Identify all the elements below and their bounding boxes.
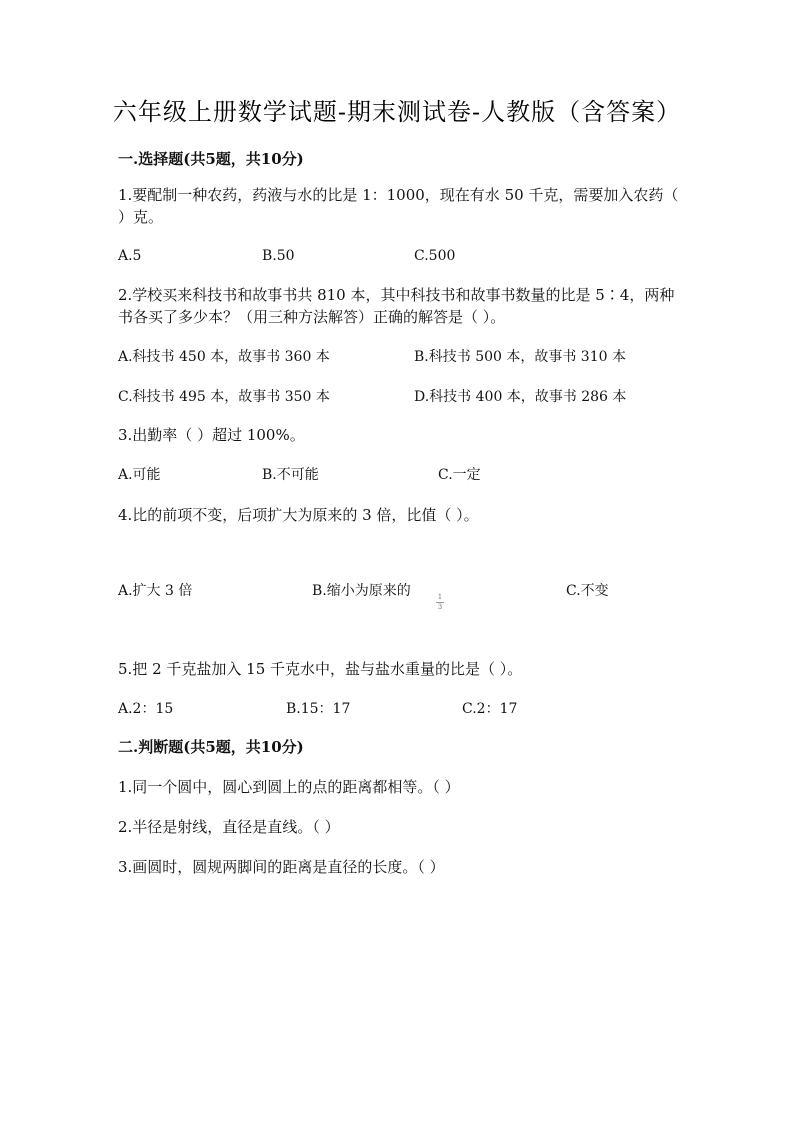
question-4-text: 4.比的前项不变，后项扩大为原来的 3 倍，比值（ ）。 [118,506,479,524]
question-1-option-a: A.5 [118,248,142,264]
question-2-text: 2.学校买来科技书和故事书共 810 本，其中科技书和故事书数量的比是 5∶4，两种书各买了多少本？（用三种方法解答）正确的解答是（ ）。 [118,286,675,326]
question-4-option-a: A.扩大 3 倍 [118,583,193,599]
page-title: 六年级上册数学试题-期末测试卷-人教版（含答案） [112,98,682,126]
question-4-option-b: B.缩小为原来的 [312,583,411,599]
question-4-option-c: C.不变 [566,583,609,599]
fraction-denominator: 3 [437,603,443,611]
section-heading-choice: 一.选择题(共5题，共10分) [118,150,304,168]
question-4-fraction [436,594,444,611]
judgment-2-text: 2.半径是射线，直径是直线。（ ） [118,818,340,836]
judgment-3-text: 3.画圆时，圆规两脚间的距离是直径的长度。（ ） [118,858,445,876]
question-2-option-d: D.科技书 400 本，故事书 286 本 [414,389,627,405]
question-3-option-c: C.一定 [438,467,481,483]
question-1-option-b: B.50 [262,248,295,264]
question-5-option-c: C.2：17 [462,701,518,717]
question-3-option-a: A.可能 [118,467,161,483]
fraction-numerator: 1 [437,593,443,601]
question-5-option-a: A.2：15 [118,701,174,717]
question-5-option-b: B.15：17 [286,701,351,717]
question-2-option-b: B.科技书 500 本，故事书 310 本 [414,349,626,365]
question-5-text: 5.把 2 千克盐加入 15 千克水中，盐与盐水重量的比是（ ）。 [118,660,523,678]
judgment-1-text: 1.同一个圆中，圆心到圆上的点的距离都相等。（ ） [118,778,460,796]
question-1-text: 1.要配制一种农药，药液与水的比是 1：1000，现在有水 50 千克，需要加入农药（ ）克。 [118,186,679,226]
question-3-option-b: B.不可能 [262,467,319,483]
section-heading-judgment: 二.判断题(共5题，共10分) [118,738,304,756]
question-2-option-a: A.科技书 450 本，故事书 360 本 [118,349,330,365]
question-1-option-c: C.500 [414,248,456,264]
question-2-option-c: C.科技书 495 本，故事书 350 本 [118,389,330,405]
question-3-text: 3.出勤率（ ）超过 100%。 [118,426,305,444]
